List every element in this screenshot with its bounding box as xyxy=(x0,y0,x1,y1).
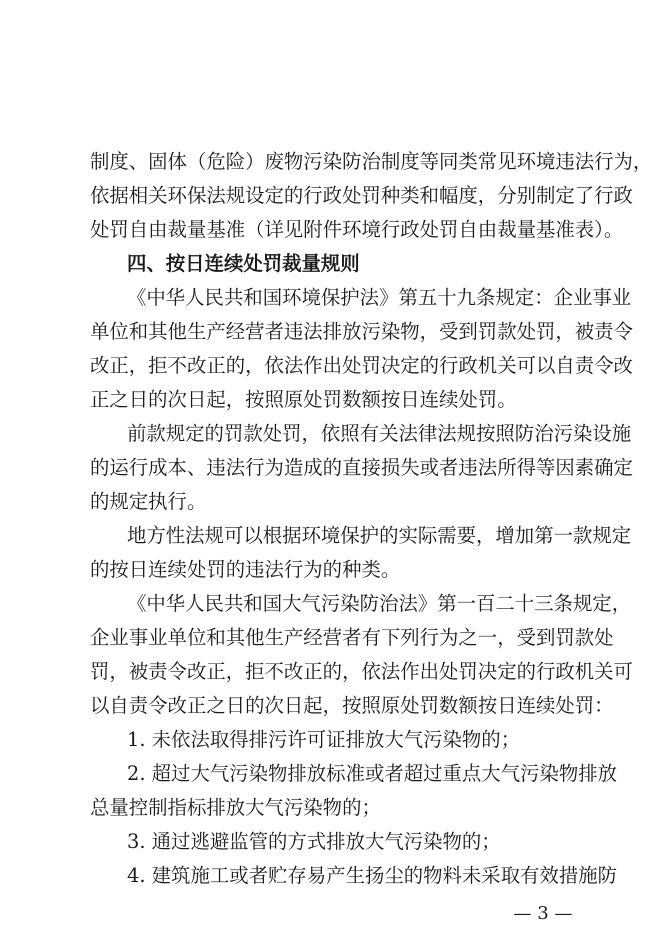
list-item: 2. 超过大气污染物排放标准或者超过重点大气污染物排放 xyxy=(127,762,618,785)
paragraph-line: 罚，被责令改正，拒不改正的，依法作出处罚决定的行政机关可 xyxy=(90,660,633,683)
list-item-continuation: 总量控制指标排放大气污染物的； xyxy=(90,796,381,819)
section-heading: 四、按日连续处罚裁量规则 xyxy=(127,252,360,275)
paragraph-line: 以自责令改正之日的次日起，按照原处罚数额按日连续处罚： xyxy=(90,694,614,717)
paragraph-line: 企业事业单位和其他生产经营者有下列行为之一，受到罚款处 xyxy=(90,626,614,649)
list-item: 1. 未依法取得排污许可证排放大气污染物的； xyxy=(127,728,521,751)
paragraph-line: 正之日的次日起，按照原处罚数额按日连续处罚。 xyxy=(90,388,517,411)
paragraph-line: 依据相关环保法规设定的行政处罚种类和幅度，分别制定了行政 xyxy=(90,184,633,207)
list-item: 3. 通过逃避监管的方式排放大气污染物的； xyxy=(127,830,501,853)
paragraph-line: 单位和其他生产经营者违法排放污染物，受到罚款处罚，被责令 xyxy=(90,320,633,343)
paragraph-line: 地方性法规可以根据环境保护的实际需要，增加第一款规定 xyxy=(127,524,632,547)
paragraph-line: 制度、固体（危险）废物污染防治制度等同类常见环境违法行为， xyxy=(90,150,653,173)
page-number: — 3 — xyxy=(513,903,573,924)
paragraph-line: 前款规定的罚款处罚，依照有关法律法规按照防治污染设施 xyxy=(127,422,632,445)
paragraph-line: 的按日连续处罚的违法行为的种类。 xyxy=(90,558,401,581)
paragraph-line: 《中华人民共和国环境保护法》第五十九条规定：企业事业 xyxy=(127,286,632,309)
paragraph-line: 的运行成本、违法行为造成的直接损失或者违法所得等因素确定 xyxy=(90,456,633,479)
paragraph-line: 《中华人民共和国大气污染防治法》第一百二十三条规定， xyxy=(127,592,632,615)
paragraph-line: 处罚自由裁量基准（详见附件环境行政处罚自由裁量基准表）。 xyxy=(90,218,624,241)
paragraph-line: 改正，拒不改正的，依法作出处罚决定的行政机关可以自责令改 xyxy=(90,354,633,377)
paragraph-line: 的规定执行。 xyxy=(90,490,207,513)
list-item: 4. 建筑施工或者贮存易产生扬尘的物料未采取有效措施防 xyxy=(127,864,618,887)
